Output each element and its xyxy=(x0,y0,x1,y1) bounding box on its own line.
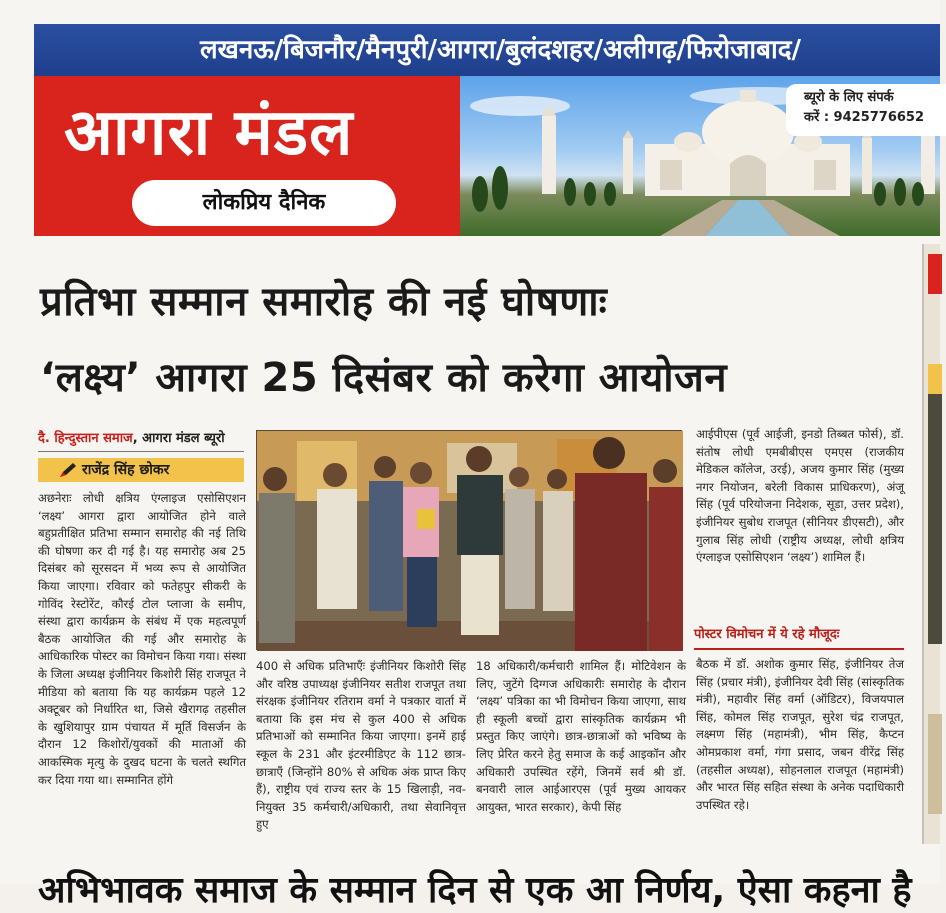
byline-bureau: , आगरा मंडल ब्यूरो xyxy=(132,431,225,446)
pen-icon xyxy=(60,463,76,477)
article-photo xyxy=(256,430,682,650)
next-headline-text: अभिभावक समाज के सम्मान दिन से एक आ निर्णय, ऐसा कहना है xyxy=(38,870,912,911)
headline-line-2: ‘लक्ष्य’ आगरा 25 दिसंबर को करेगा आयोजन xyxy=(40,355,728,401)
headline-line-1: प्रतिभा सम्मान समारोह की नई घोषणाः xyxy=(40,279,608,325)
adjacent-article-strip xyxy=(922,244,940,844)
byline-divider xyxy=(38,451,244,452)
article-column-5: बैठक में डॉ. अशोक कुमार सिंह, इंजीनियर तेज सिंह (प्रचार मंत्री), इंजीनियर देवी सिंह (सांस्कृतिक मंत्री), महावीर सिंह वर्मा (ऑडिटर), विजयपाल सिंह, कोमल सिंह राजपूत, सुरेश चंद्र राजपूत, लक्ष्मण सिंह (महामंत्री), भीम सिंह, कैप्टन ओमप्रकाश वर्मा, गंगा प्रसाद, जबन वीरेंद्र सिंह (तहसील अध्यक्ष), सोहनलाल राजपूत (महामंत्री) और भारत सिंह सहित संस्था के अनेक पदाधिकारी उपस्थित रहे। xyxy=(696,657,904,812)
masthead-tagline: लोकप्रिय दैनिक xyxy=(132,180,396,226)
article-column-4: आईपीएस (पूर्व आईजी, इनडो तिब्बत फोर्स), डॉ. संतोष लोधी एमबीबीएस एमएस (राजकीय मेडिकल कॉलेज, उरई), अजय कुमार सिंह (मुख्य नगर नियोजन, बरेली विकास प्राधिकरण), अंजू सिंह (पूर्व परियोजना निदेशक, सूडा, उत्तर प्रदेश), इंजीनियर सुबोध राजपूत (सीनियर डीएसटी), और गुलाब सिंह लोधी (राष्ट्रीय अध्यक्ष, लोधी क्षत्रिय एंग्लाइज एसोसिएशन ‘लक्ष्य’) शामिल हैं। xyxy=(696,427,904,565)
city-strip: लखनऊ/बिजनौर/मैनपुरी/आगरा/बुलंदशहर/अलीगढ़/फिरोजाबाद/ xyxy=(34,24,940,76)
byline-publication xyxy=(38,428,225,446)
article-column-1: अछनेराः लोधी क्षत्रिय एंग्लाइज एसोसिएशन ‘लक्ष्य’ आगरा द्वारा आयोजित होने वाले बहुप्रतीक्षित प्रतिभा सम्मान समारोह की नई तिथि की घोषणा कर दी गई है। यह समारोह अब 25 दिसंबर को सूरसदन में भव्य रूप से आयोजित किया जाएगा। रविवार को फतेहपुर सीकरी के गोविंद रेस्टोरेंट, कौरई टोल प्लाजा के समीप, संस्था द्वारा कार्यक्रम के संबंध में एक महत्वपूर्ण बैठक आयोजित की गई और समारोह के आधिकारिक पोस्टर का विमोचन किया गया। संस्था के जिला अध्यक्ष इंजीनियर किशोरी सिंह राजपूत ने मीडिया को बताया कि यह कार्यक्रम पहले 12 अक्टूबर को निर्धारित था, जिसे खैरागढ़ तहसील के खुशियापुर ग्राम पंचायत में मूर्ति विसर्जन के दौरान 12 किशोरों/युवकों की माताओं की आकस्मिक मृत्यु के दुखद घटना के चलते स्थगित कर दिया गया था। सम्मानित होंगे xyxy=(38,491,246,787)
next-headline xyxy=(38,862,938,911)
masthead xyxy=(34,76,940,236)
byline-reporter xyxy=(38,458,244,482)
subheading-poster-launch: पोस्टर विमोचन में ये रहे मौजूदः xyxy=(694,624,904,650)
masthead-title: आगरा मंडल xyxy=(64,96,354,170)
bureau-line-1: ब्यूरो के लिए संपर्क xyxy=(804,90,894,105)
article-column-3: 18 अधिकारी/कर्मचारी शामिल हैं। मोटिवेशन के लिए, जुटेंगे दिग्गज अधिकारीः समारोह के दौरान ‘लक्ष्य’ पत्रिका का भी विमोचन किया जाएगा, साथ ही स्कूली बच्चों द्वारा सांस्कृतिक कार्यक्रम भी प्रस्तुत किए जाएंगे। छात्र-छात्राओं को भविष्य के लिए प्रेरित करने हेतु समाज के कई आइकॉन और अधिकारी उपस्थित रहेंगे, जिनमें सर्व श्री डॉ. बनवारी लाल आईआरएस (पूर्व मुख्य आयकर आयुक्त, भारत सरकार), केपी सिंह xyxy=(476,659,686,814)
reporter-name: राजेंद्र सिंह छोकर xyxy=(82,462,170,478)
article-column-2: 400 से अधिक प्रतिभाएँः इंजीनियर किशोरी सिंह और वरिष्ठ उपाध्यक्ष इंजीनियर सतीश राजपूत तथा संरक्षक इंजीनियर रतिराम वर्मा ने पत्रकार वार्ता में बताया कि इस मंच से कुल 400 से अधिक प्रतिभाओं को सम्मानित किया जाएगा। इनमें हाई स्कूल के 231 और इंटरमीडिएट के 112 छात्र-छात्राएँ (जिन्होंने 80% से अधिक अंक प्राप्त किए हैं), राष्ट्रीय एवं राज्य स्तर के 15 खिलाड़ी, नव-नियुक्त 35 कर्मचारी/अधिकारी, तथा सेवानिवृत्त हुए xyxy=(256,659,466,832)
byline-paper-name: दै. हिन्दुस्तान समाज xyxy=(38,431,133,446)
bureau-line-2: करें : 9425776652 xyxy=(804,110,925,125)
bureau-contact xyxy=(786,84,946,136)
group-photo-illustration xyxy=(257,431,683,651)
